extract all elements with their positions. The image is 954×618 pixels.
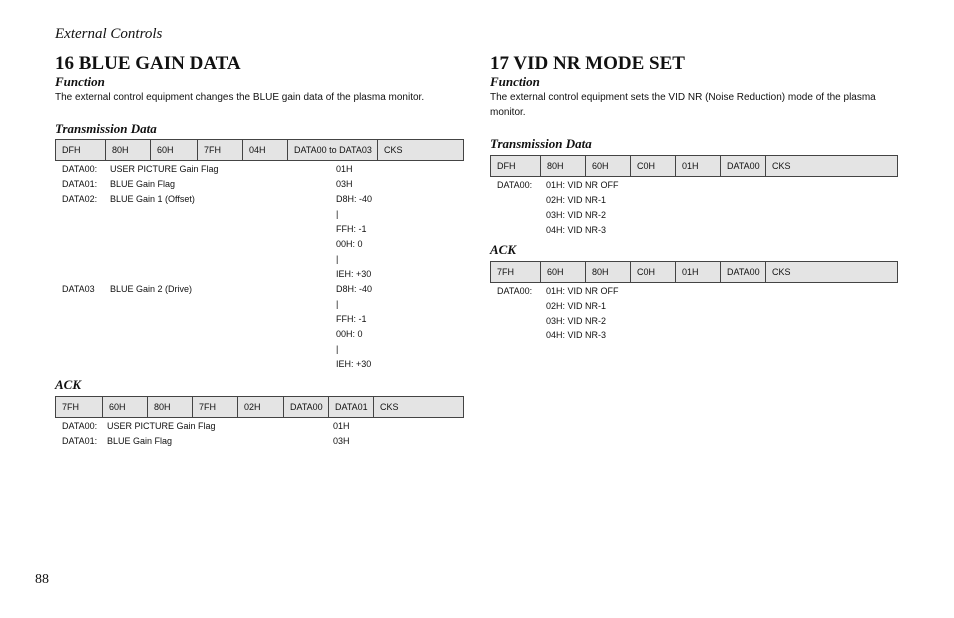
row-value: 01H [333,421,350,431]
row-value: 03H [333,436,350,446]
row-value: | [336,344,339,354]
byte-cell: DFH [491,156,541,176]
row-desc: 03H: VID NR-2 [546,316,607,326]
row-desc: BLUE Gain 1 (Offset) [110,194,195,204]
row-value: | [336,209,339,219]
function-description: The external control equipment changes the BLUE gain data of the plasma monitor. [55,92,425,103]
row-label: DATA00: [497,286,533,296]
row-desc: USER PICTURE Gain Flag [110,164,219,174]
row-value: D8H: -40 [336,194,373,204]
section-title-blue-gain: 16 BLUE GAIN DATA [55,53,241,74]
row-desc: 01H: VID NR OFF [546,286,619,296]
byte-cell: CKS [772,267,791,277]
row-value: FFH: -1 [336,224,367,234]
byte-cell: DATA00 [721,156,766,176]
row-desc: 02H: VID NR-1 [546,301,607,311]
transmission-data-heading: Transmission Data [55,121,157,136]
row-value: IEH: +30 [336,359,372,369]
byte-cell: 7FH [198,140,243,160]
transmission-data-heading: Transmission Data [490,136,592,151]
row-value: | [336,254,339,264]
byte-cell: 80H [586,262,631,282]
byte-cell: 60H [103,397,148,417]
ack-byte-table [55,396,464,418]
byte-cell: 7FH [491,262,541,282]
byte-cell: DFH [56,140,106,160]
section-title-vid-nr: 17 VID NR MODE SET [490,53,685,74]
row-desc: BLUE Gain Flag [110,179,176,189]
byte-cell: 01H [676,262,721,282]
ack-heading: ACK [490,242,517,257]
byte-cell: DATA00 to DATA03 [288,140,378,160]
byte-cell: 80H [148,397,193,417]
ack-heading: ACK [55,377,82,392]
row-label: DATA00: [62,164,98,174]
function-heading: Function [55,74,105,89]
row-desc: 04H: VID NR-3 [546,225,607,235]
row-desc: 03H: VID NR-2 [546,210,607,220]
row-desc: BLUE Gain 2 (Drive) [110,284,193,294]
byte-cell: 04H [243,140,288,160]
row-desc: 04H: VID NR-3 [546,330,607,340]
transmission-byte-table [55,139,464,161]
row-label: DATA00: [62,421,98,431]
row-value: 03H [336,179,353,189]
byte-cell: 7FH [56,397,103,417]
byte-cell: 01H [676,156,721,176]
function-description-line1: The external control equipment sets the VID NR (Noise Reduction) mode of the plasma [490,92,876,103]
byte-cell: CKS [384,145,403,155]
row-value: IEH: +30 [336,269,372,279]
row-value: 00H: 0 [336,329,363,339]
row-value: 01H [336,164,353,174]
running-header: External Controls [55,26,163,42]
row-label: DATA00: [497,180,533,190]
row-desc: BLUE Gain Flag [107,436,173,446]
byte-cell: 80H [106,140,151,160]
row-desc: 01H: VID NR OFF [546,180,619,190]
function-description-line2: monitor. [490,107,526,118]
byte-cell: C0H [631,262,676,282]
byte-cell: 7FH [193,397,238,417]
page-number: 88 [35,572,49,587]
row-desc: 02H: VID NR-1 [546,195,607,205]
byte-cell: DATA00 [721,262,766,282]
row-value: | [336,299,339,309]
ack-byte-table [490,261,898,283]
row-value: D8H: -40 [336,284,373,294]
function-heading: Function [490,74,540,89]
byte-cell: 60H [586,156,631,176]
row-value: 00H: 0 [336,239,363,249]
byte-cell: CKS [772,161,791,171]
byte-cell: CKS [380,402,399,412]
byte-cell: 02H [238,397,284,417]
transmission-byte-table [490,155,898,177]
byte-cell: 60H [151,140,198,160]
row-label: DATA01: [62,436,98,446]
row-label: DATA02: [62,194,98,204]
row-value: FFH: -1 [336,314,367,324]
row-desc: USER PICTURE Gain Flag [107,421,216,431]
byte-cell: 60H [541,262,586,282]
byte-cell: 80H [541,156,586,176]
byte-cell: DATA01 [329,397,374,417]
byte-cell: C0H [631,156,676,176]
row-label: DATA03 [62,284,95,294]
row-label: DATA01: [62,179,98,189]
byte-cell: DATA00 [284,397,329,417]
